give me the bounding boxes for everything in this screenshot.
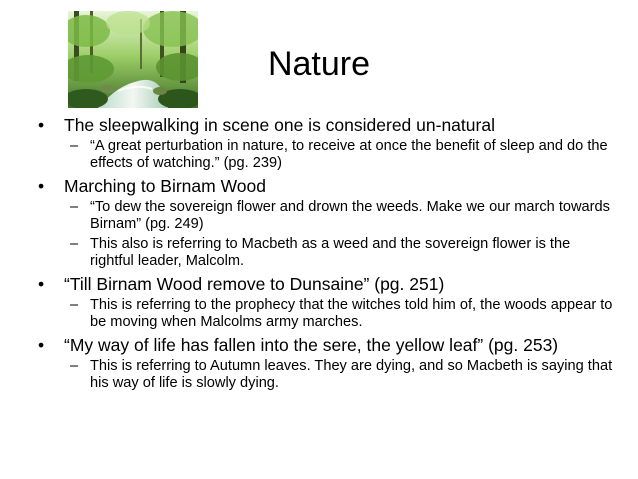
bullet-icon: •	[38, 335, 45, 355]
dash-icon: –	[70, 297, 79, 313]
bullet-list	[38, 114, 618, 392]
bullet-item	[38, 175, 618, 270]
sub-bullet-text: This also is referring to Macbeth as a weed and the sovereign flower is the rightful leader, Malcolm.	[90, 236, 571, 269]
bullet-item	[38, 114, 618, 172]
bullet-text: Marching to Birnam Wood	[64, 176, 266, 196]
sub-bullet-text: This is referring to the prophecy that the witches told him of, the woods appear to be moving when Malcolms army marches.	[90, 297, 613, 330]
sub-bullet-text: “A great perturbation in nature, to receive at once the benefit of sleep and do the effects of watching.” (pg. 239)	[90, 138, 608, 171]
sub-bullet-text: “To dew the sovereign flower and drown the weeds. Make we our march towards Birnam” (pg. 249)	[90, 199, 610, 232]
sub-bullet-list	[64, 199, 618, 270]
sub-bullet-text: This is referring to Autumn leaves. They are dying, and so Macbeth is saying that his way of life is slowly dying.	[90, 358, 613, 391]
bullet-item	[38, 334, 618, 392]
bullet-text: “My way of life has fallen into the sere, the yellow leaf” (pg. 253)	[64, 335, 559, 355]
sub-bullet-item	[64, 236, 618, 270]
forest-stream-photo	[68, 11, 198, 108]
sub-bullet-list	[64, 138, 618, 172]
slide-title: Nature	[267, 45, 371, 83]
bullet-text: “Till Birnam Wood remove to Dunsaine” (pg. 251)	[64, 274, 445, 294]
sub-bullet-item	[64, 358, 618, 392]
sub-bullet-list	[64, 358, 618, 392]
sub-bullet-item	[64, 138, 618, 172]
bullet-list-container	[38, 111, 618, 395]
bullet-icon: •	[38, 176, 45, 196]
bullet-icon: •	[38, 274, 45, 294]
dash-icon: –	[70, 358, 79, 374]
dash-icon: –	[70, 236, 79, 252]
bullet-item	[38, 273, 618, 331]
sub-bullet-list	[64, 297, 618, 331]
bullet-text: The sleepwalking in scene one is considered un-natural	[64, 115, 495, 135]
bullet-icon: •	[38, 115, 45, 135]
dash-icon: –	[70, 138, 79, 154]
dash-icon: –	[70, 199, 79, 215]
sub-bullet-item	[64, 199, 618, 233]
sub-bullet-item	[64, 297, 618, 331]
